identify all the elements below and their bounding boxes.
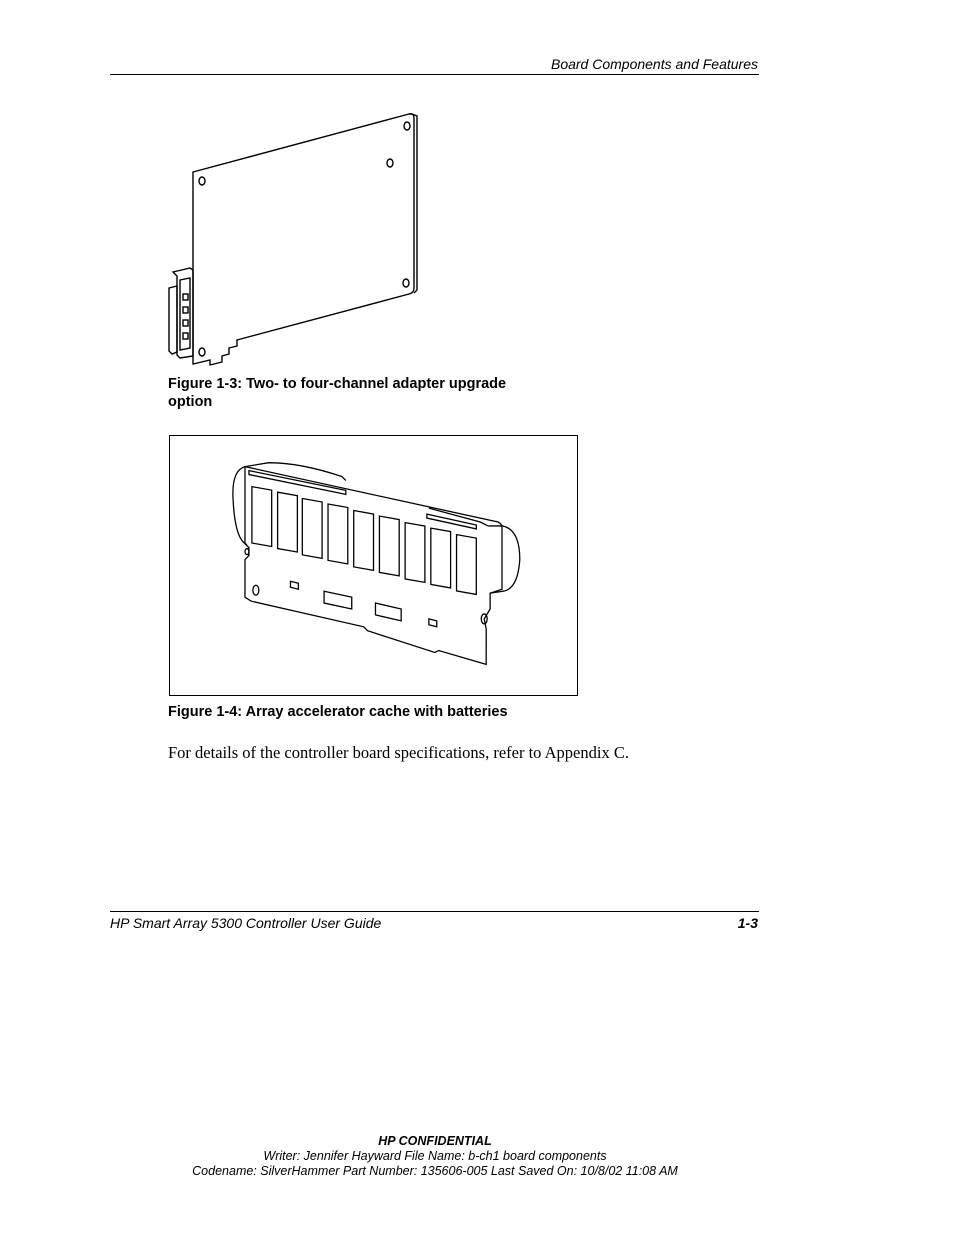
footer-rule bbox=[110, 911, 759, 912]
body-paragraph: For details of the controller board specifications, refer to Appendix C. bbox=[168, 743, 629, 762]
figure-1-3-caption-line2: option bbox=[168, 394, 213, 410]
figure-1-3-caption-line1: Figure 1-3: Two- to four-channel adapter upgrade bbox=[168, 376, 507, 392]
confidential-title: HP CONFIDENTIAL bbox=[378, 1134, 492, 1148]
running-header: Board Components and Features bbox=[550, 56, 758, 72]
footer-guide-title: HP Smart Array 5300 Controller User Guide bbox=[110, 915, 382, 931]
figure-1-4-caption: Figure 1-4: Array accelerator cache with batteries bbox=[168, 704, 508, 720]
array-accelerator-illustration bbox=[170, 436, 576, 694]
header-rule bbox=[110, 74, 759, 75]
confidential-codename-line: Codename: SilverHammer Part Number: 135606-005 Last Saved On: 10/8/02 11:08 AM bbox=[192, 1164, 678, 1178]
adapter-board-illustration bbox=[165, 108, 425, 370]
footer-page-number: 1-3 bbox=[737, 915, 758, 931]
figure-1-4-frame bbox=[169, 435, 578, 696]
figure-1-3-caption bbox=[168, 375, 506, 411]
confidential-writer-line: Writer: Jennifer Hayward File Name: b-ch1 board components bbox=[263, 1149, 607, 1163]
